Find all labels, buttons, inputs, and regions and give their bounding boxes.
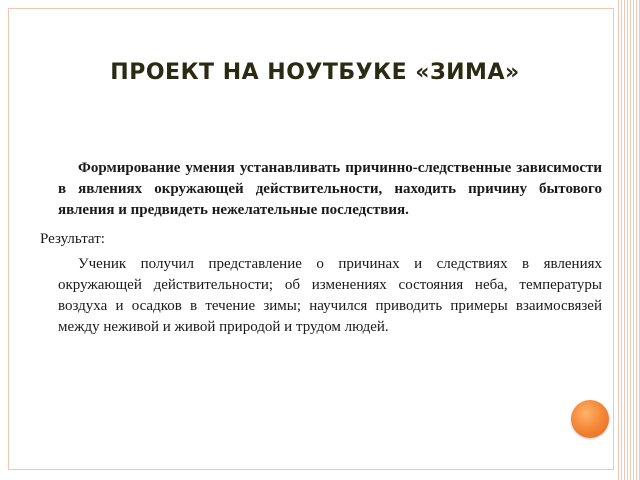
decorative-stripes	[618, 0, 640, 480]
result-label: Результат:	[40, 231, 105, 247]
result-paragraph: Ученик получил представление о причинах и следствиях в явлениях окружающей действительности; об изменениях состояния неба, температуры воздуха и осадков в течение зимы; научился приводить примеры взаимосвязей между неживой и живой природой и трудом людей.	[58, 256, 602, 335]
slide-body	[40, 158, 602, 338]
slide-title: ПРОЕКТ НА НОУТБУКЕ «ЗИМА»	[110, 60, 520, 85]
orange-circle-decoration	[571, 400, 609, 438]
goal-paragraph: Формирование умения устанавливать причинно-следственные зависимости в явлениях окружающей действительности, находить причину бытового явления и предвидеть нежелательные последствия.	[58, 160, 602, 218]
